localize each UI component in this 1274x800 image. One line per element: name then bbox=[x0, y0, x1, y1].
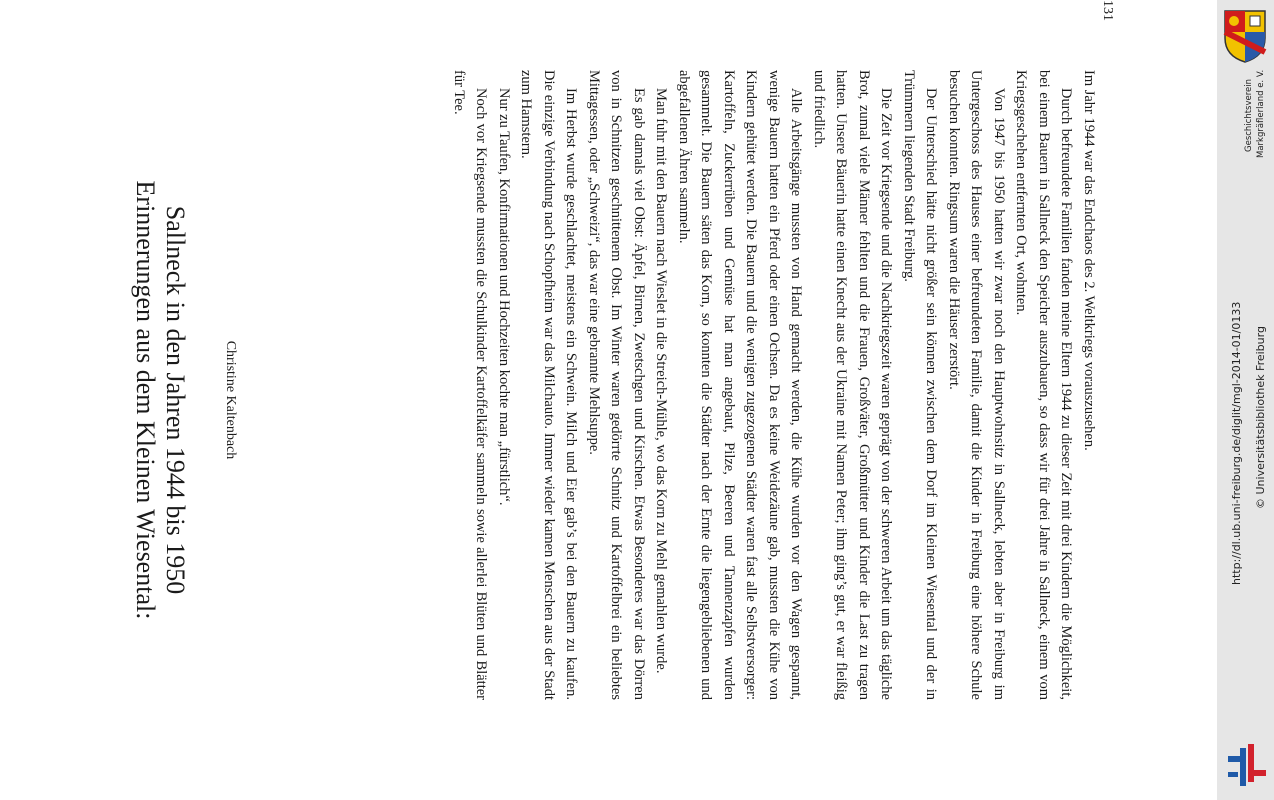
ub-freiburg-logo-icon bbox=[1226, 742, 1268, 792]
article-title-line1: Erinnerungen aus dem Kleinen Wiesental: bbox=[131, 180, 160, 620]
article-body bbox=[448, 70, 1101, 700]
paragraph: Nur zu Taufen, Konfirmationen und Hochzeiten kochte man „fürstlich“. bbox=[496, 88, 512, 506]
society-name-line2: Markgräflerland e. V. bbox=[1256, 69, 1266, 158]
paragraph: Durch befreundete Familien fanden meine Eltern 1944 zu dieser Zeit mit drei Kindern die Möglichkeit, bei einem Bauern in Sallneck den Speicher auszubauen, so dass wir für drei Jahre in Sallneck, einem vom Kriegsgeschehen entfernten Ort, wohnten. bbox=[1013, 70, 1075, 700]
paragraph: Alle Arbeitsgänge mussten von Hand gemacht werden, die Kühe wurden vor den Wagen gespannt, wenige Bauern hatten ein Pferd oder einen Ochsen. Da es keine Weidezäune gab, mussten die Kühe von Kindern gehütet werden. Die Bauern und die wenigen zugezogenen Städter waren fast alle Selbstversorger: Kartoffeln, Zuckerrüben und Gemüse hat man angebaut, Pilze, Beeren und Tannenzapfen wurden gesammelt. Die Bauern säten das Korn, so konnten die Städter nach der Ernte die liegengebliebenen und abgefallenen Ähren sammeln. bbox=[676, 70, 805, 700]
paragraph: Es gab damals viel Obst: Äpfel, Birnen, Zwetschgen und Kirschen. Etwas Besonderes war das Dörren von in Schnitzen geschnittenem Obst. Im Winter waren gedörrte Schnitz und Kartoffelbrei ein beliebtes Mittagessen, oder „Schweizi“, das war eine gebrannte Mehlsuppe. bbox=[586, 70, 647, 700]
paragraph: Der Unterschied hätte nicht größer sein können zwischen dem Dorf im Kleinen Wiesental und der in Trümmern liegenden Stadt Freiburg. bbox=[901, 70, 940, 700]
coat-of-arms-icon bbox=[1222, 8, 1268, 64]
paragraph: Im Herbst wurde geschlachtet, meistens ein Schwein. Milch und Eier gab’s bei den Bauern zu kaufen. Die einzige Verbindung nach Schopfheim war das Milchauto. Immer wieder kamen Menschen aus der Stadt zum Hamstern. bbox=[518, 70, 580, 700]
paragraph: Von 1947 bis 1950 hatten wir zwar noch den Hauptwohnsitz in Sallneck, lebten aber in Freiburg im Untergeschoss des Hauses einer befreundeten Familie, damit die Kinder in Freiburg eine höhere Schule besuchen konnten. Ringsum waren die Häuser zerstört. bbox=[946, 70, 1007, 700]
source-url-link[interactable]: http://dl.ub.uni-freiburg.de/diglit/mgl-2014-01/0133 bbox=[1230, 301, 1243, 585]
article-title-line2: Sallneck in den Jahren 1944 bis 1950 bbox=[161, 205, 190, 595]
page-number: 131 bbox=[1100, 0, 1115, 21]
article-author: Christine Kaltenbach bbox=[223, 340, 238, 460]
paragraph: Im Jahr 1944 war das Endchaos des 2. Weltkriegs vorauszusehen. bbox=[1081, 70, 1097, 451]
society-name-line1: Geschichtsverein bbox=[1244, 78, 1254, 152]
paragraph: Noch vor Kriegsende mussten die Schulkinder Kartoffelkäfer sammeln sowie allerlei Blüten und Blätter für Tee. bbox=[451, 70, 490, 700]
paragraph: Man fuhr mit den Bauern nach Wieslet in die Streich-Mühle, wo das Korn zu Mehl gemahlen wurde. bbox=[653, 88, 670, 674]
paragraph: Die Zeit vor Kriegsende und die Nachkriegszeit waren geprägt von der schweren Arbeit um das tägliche Brot, zumal viele Männer fehlten und die Frauen, Großväter, Großmütter und Kinder die Last zu tragen hatten. Unsere Bäuerin hatte einen Knecht aus der Ukraine mit Namen Peter; ihm ging’s gut, er war fleißig und friedlich. bbox=[811, 70, 895, 700]
copyright-notice: © Universitätsbibliothek Freiburg bbox=[1254, 326, 1267, 509]
